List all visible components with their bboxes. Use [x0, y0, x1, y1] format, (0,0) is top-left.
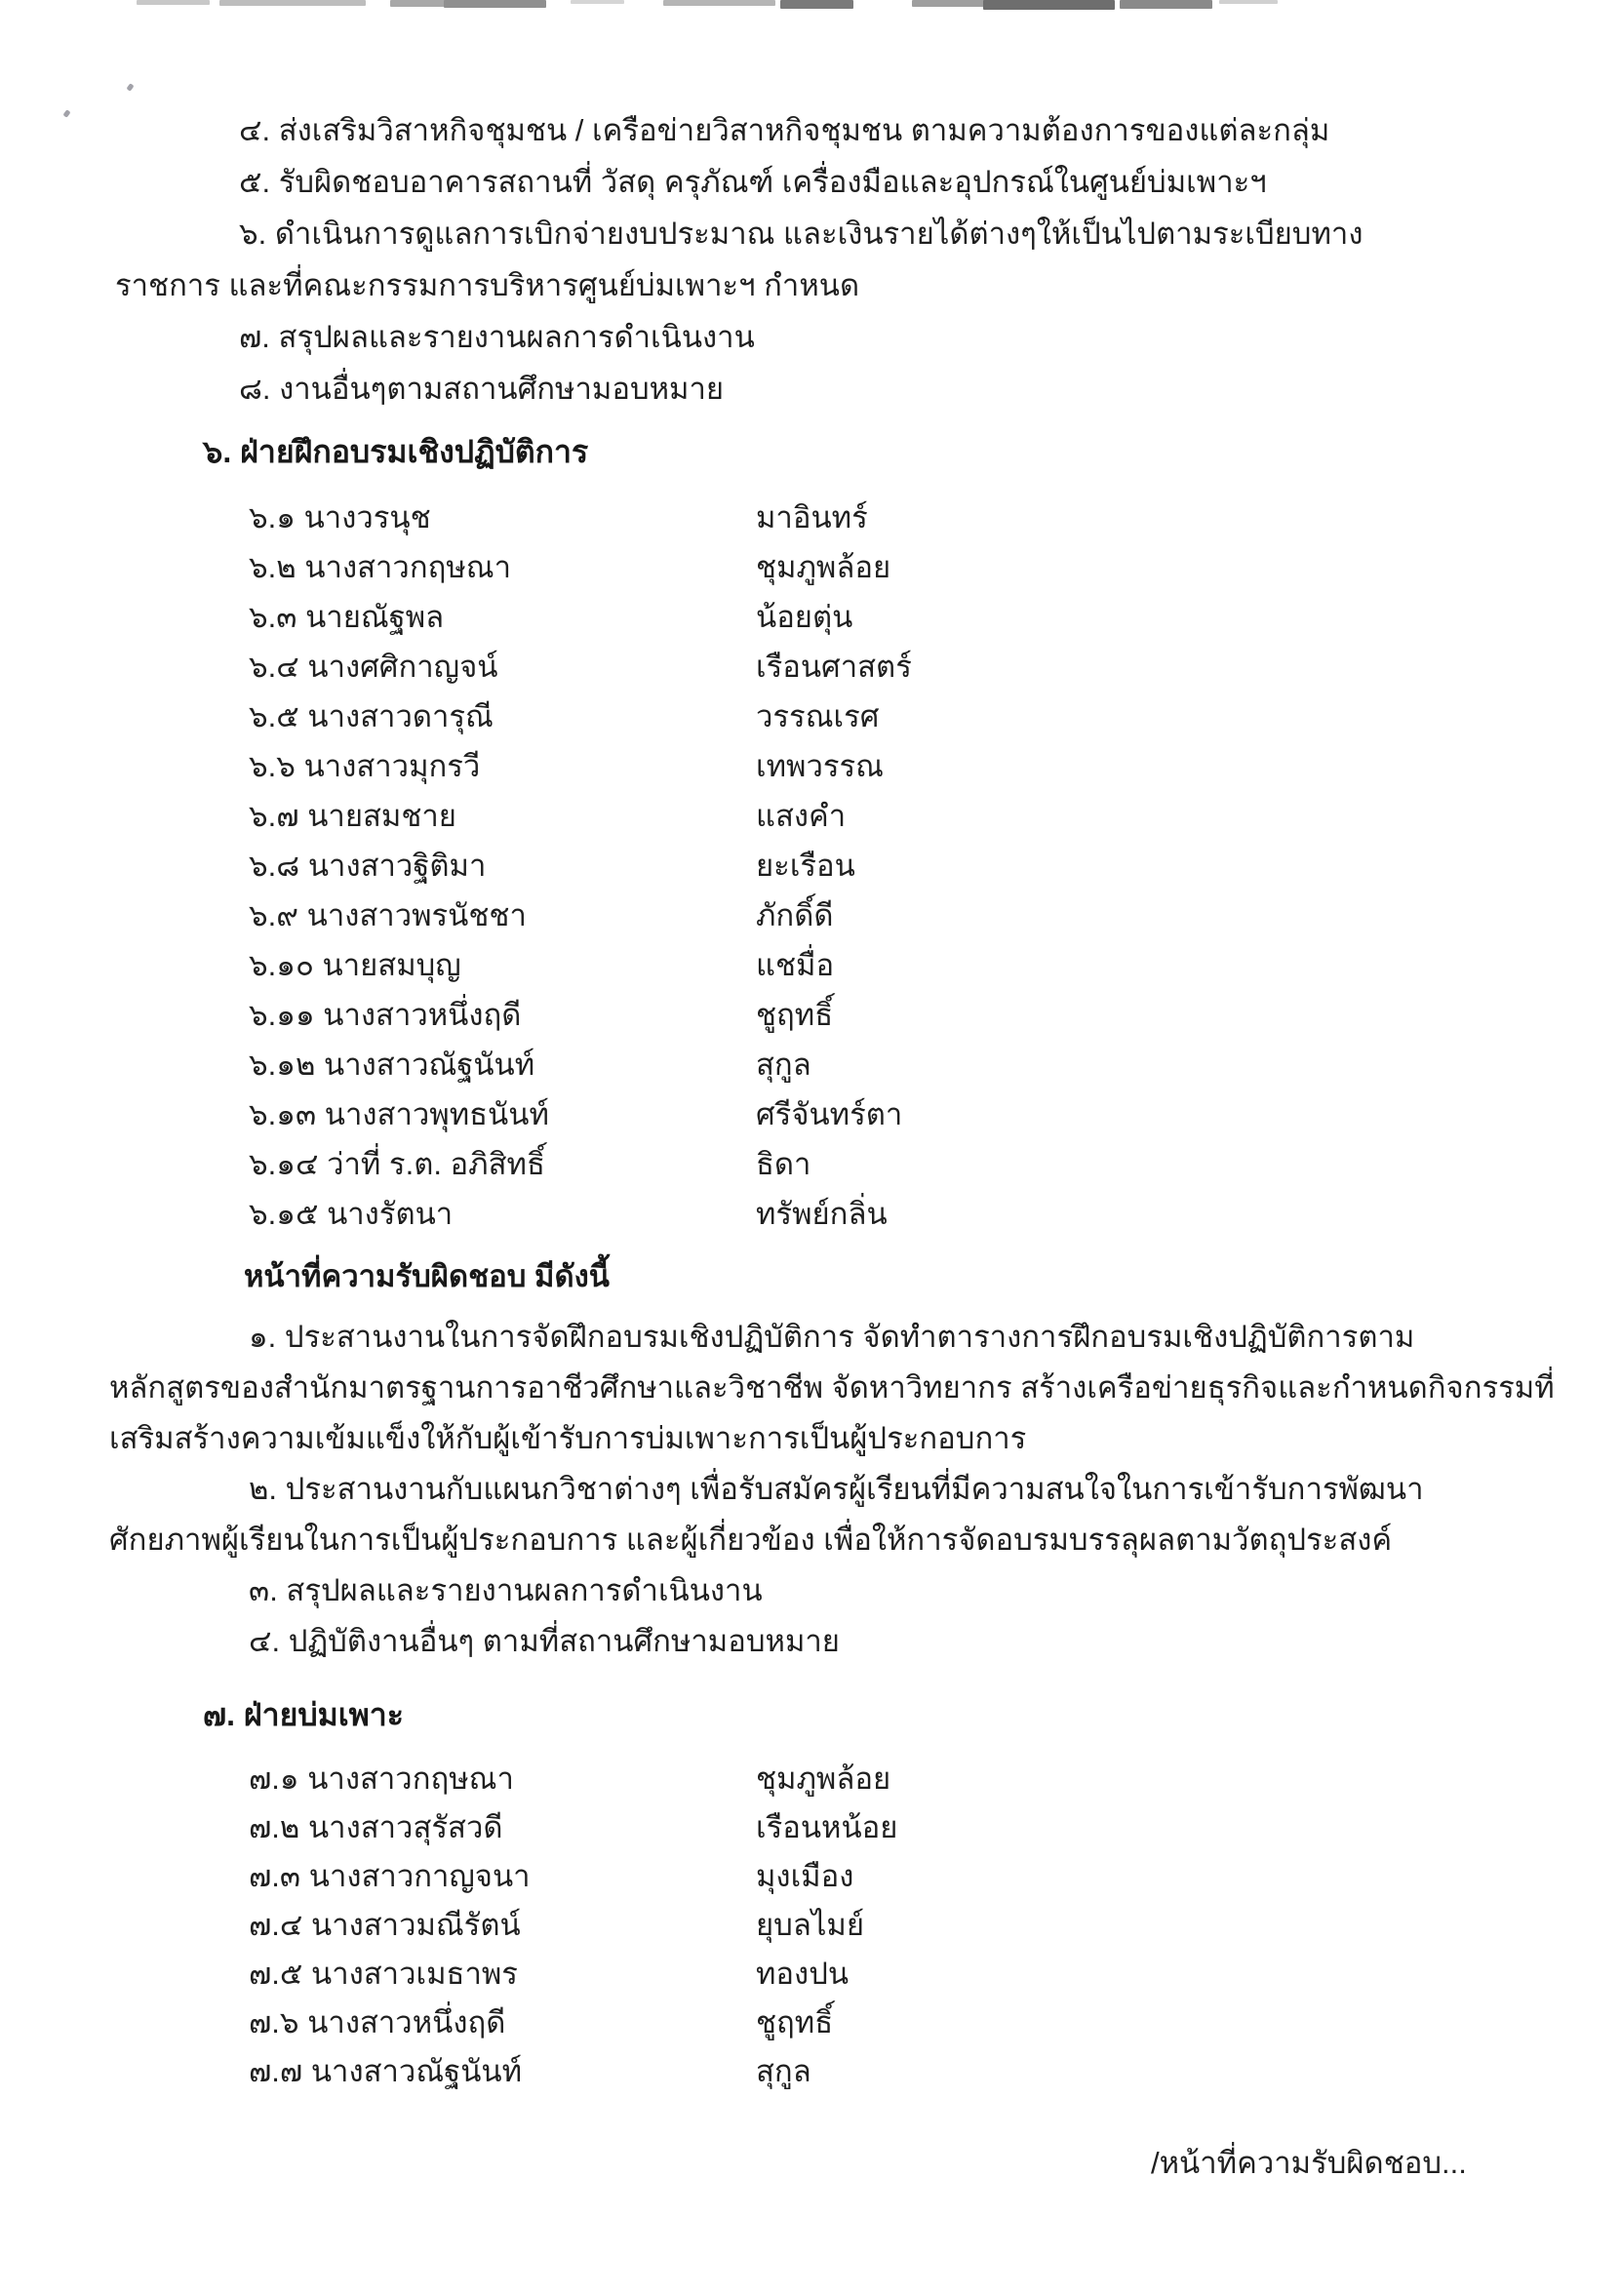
text-line — [0, 1616, 1621, 1667]
member-row — [0, 841, 1621, 891]
scan-artifact — [1219, 0, 1278, 4]
member-label — [249, 741, 480, 790]
member-row — [0, 2046, 1621, 2095]
section7-heading: ๗. ฝ่ายบ่มเพาะ — [203, 1697, 404, 1732]
member-surname: แสงคำ — [756, 799, 847, 833]
page-continuation-note: /หน้าที่ความรับผิดชอบ... — [1151, 2146, 1467, 2180]
member-name: นางสาวกาญจนา — [308, 1859, 531, 1893]
text-line — [0, 312, 1621, 364]
member-surname: ยะเรือน — [756, 849, 855, 883]
member-number: ๖.๑ — [249, 500, 296, 534]
member-label — [249, 642, 497, 691]
text-line — [0, 364, 1621, 416]
line-text: ๕. รับผิดชอบอาคารสถานที่ วัสดุ ครุภัณฑ์ เครื่องมือและอุปกรณ์ในศูนย์บ่มเพาะฯ — [239, 165, 1267, 199]
member-number: ๖.๑๐ — [249, 948, 314, 982]
member-surname: ทรัพย์กลิ่น — [756, 1197, 888, 1231]
member-number: ๗.๗ — [249, 2054, 303, 2088]
member-label — [249, 940, 461, 989]
scan-artifact — [571, 0, 624, 4]
member-row — [0, 741, 1621, 791]
member-row — [0, 592, 1621, 642]
line-text: ๘. งานอื่นๆตามสถานศึกษามอบหมาย — [239, 372, 725, 406]
line-text: ๒. ประสานงานกับแผนกวิชาต่างๆ เพื่อรับสมัครผู้เรียนที่มีความสนใจในการเข้ารับการพัฒนา — [249, 1472, 1424, 1506]
text-line — [0, 105, 1621, 157]
line-text: หลักสูตรของสำนักมาตรฐานการอาชีวศึกษาและวิชาชีพ จัดหาวิทยากร สร้างเครือข่ายธุรกิจและกำหนดกิจกรรมที่ — [109, 1370, 1555, 1405]
member-surname: ทองปน — [756, 1957, 850, 1991]
member-surname: แชมื่อ — [756, 948, 835, 982]
member-label — [249, 1089, 549, 1138]
line-text: ราชการ และที่คณะกรรมการบริหารศูนย์บ่มเพาะฯ กำหนด — [115, 268, 860, 302]
member-surname: ชูฤทธิ์ — [756, 2005, 834, 2039]
member-name: นางสาวมุกรวี — [303, 749, 481, 783]
member-name: นางสาวกฤษณา — [304, 550, 511, 584]
member-name: นายสมบุญ — [322, 948, 461, 982]
member-label — [249, 542, 511, 591]
line-text: ศักยภาพผู้เรียนในการเป็นผู้ประกอบการ และผู้เกี่ยวข้อง เพื่อให้การจัดอบรมบรรลุผลตามวัตถุประสงค์ — [109, 1523, 1393, 1557]
member-name: นางสาวสุรัสวดี — [307, 1810, 503, 1844]
member-label — [249, 1949, 518, 1998]
line-text: ๖. ดำเนินการดูแลการเบิกจ่ายงบประมาณ และเงินรายได้ต่างๆให้เป็นไปตามระเบียบทาง — [239, 217, 1364, 251]
member-row — [0, 1754, 1621, 1802]
member-surname: เรือนศาสตร์ — [756, 650, 912, 684]
text-line — [0, 260, 1621, 312]
member-name: นางสาวพุทธนันท์ — [324, 1097, 549, 1131]
member-number: ๖.๑๑ — [249, 998, 315, 1032]
member-row — [0, 1802, 1621, 1851]
line-text: ๔. ปฏิบัติงานอื่นๆ ตามที่สถานศึกษามอบหมาย — [249, 1624, 840, 1658]
member-surname: เรือนหน้อย — [756, 1810, 898, 1844]
member-surname: ชูฤทธิ์ — [756, 998, 834, 1032]
member-row — [0, 1139, 1621, 1189]
member-number: ๖.๗ — [249, 799, 299, 833]
member-surname: ศรีจันทร์ตา — [756, 1097, 903, 1131]
member-label — [249, 891, 527, 939]
member-surname: น้อยตุ่น — [756, 600, 853, 634]
member-number: ๗.๔ — [249, 1908, 303, 1942]
text-line — [0, 209, 1621, 260]
text-line — [0, 1363, 1621, 1413]
line-text: ๗. สรุปผลและรายงานผลการดำเนินงาน — [239, 320, 755, 354]
scan-artifact — [137, 0, 210, 5]
member-name: นางสาวมณีรัตน์ — [311, 1908, 521, 1942]
member-name: ว่าที่ ร.ต. อภิสิทธิ์ — [327, 1147, 545, 1181]
member-number: ๖.๑๔ — [249, 1147, 319, 1181]
member-surname: ยุบลไมย์ — [756, 1908, 865, 1942]
member-name: นางสาวหนึ่งฤดี — [307, 2005, 506, 2039]
line-text: ๑. ประสานงานในการจัดฝึกอบรมเชิงปฏิบัติการ จัดทำตารางการฝึกอบรมเชิงปฏิบัติการตาม — [249, 1320, 1415, 1354]
member-row — [0, 791, 1621, 841]
duties-list — [0, 1312, 1621, 1667]
scan-artifact — [444, 0, 546, 8]
scan-artifact — [912, 0, 985, 7]
member-row — [0, 1998, 1621, 2046]
member-row — [0, 692, 1621, 741]
line-text: ๔. ส่งเสริมวิสาหกิจชุมชน / เครือข่ายวิสาหกิจชุมชน ตามความต้องการของแต่ละกลุ่ม — [239, 113, 1330, 147]
member-name: นางสาวกฤษณา — [307, 1762, 514, 1796]
member-row — [0, 1900, 1621, 1949]
member-row — [0, 891, 1621, 940]
member-number: ๗.๖ — [249, 2005, 299, 2039]
member-name: นายณัฐพล — [305, 600, 445, 634]
member-number: ๗.๒ — [249, 1810, 300, 1844]
member-surname: มุงเมือง — [756, 1859, 854, 1893]
member-label — [249, 1040, 534, 1089]
section6-heading: ๖. ฝ่ายฝึกอบรมเชิงปฏิบัติการ — [203, 434, 589, 469]
member-label — [249, 1900, 521, 1949]
member-row — [0, 493, 1621, 542]
member-surname: วรรณเรศ — [756, 699, 880, 733]
line-text: เสริมสร้างความเข้มแข็งให้กับผู้เข้ารับการบ่มเพาะการเป็นผู้ประกอบการ — [109, 1421, 1027, 1455]
line-text: ๓. สรุปผลและรายงานผลการดำเนินงาน — [249, 1573, 763, 1607]
member-label — [249, 841, 486, 890]
member-label — [249, 990, 521, 1039]
member-label — [249, 1189, 453, 1238]
member-label — [249, 1139, 545, 1188]
member-label — [249, 692, 494, 740]
member-number: ๖.๓ — [249, 600, 297, 634]
member-name: นางศศิกาญจน์ — [307, 650, 498, 684]
member-row — [0, 1851, 1621, 1900]
member-number: ๖.๒ — [249, 550, 297, 584]
member-surname: สุกูล — [756, 1048, 811, 1082]
member-label — [249, 2046, 522, 2095]
member-name: นายสมชาย — [307, 799, 456, 833]
member-number: ๗.๕ — [249, 1957, 303, 1991]
member-label — [249, 791, 456, 840]
member-number: ๖.๔ — [249, 650, 299, 684]
member-name: นางสาวหนึ่งฤดี — [323, 998, 522, 1032]
member-name: นางสาวฐิติมา — [307, 849, 487, 883]
text-line — [0, 157, 1621, 209]
member-row — [0, 940, 1621, 990]
member-number: ๖.๖ — [249, 749, 296, 783]
member-label — [249, 1851, 531, 1900]
member-row — [0, 990, 1621, 1040]
member-number: ๖.๑๓ — [249, 1097, 317, 1131]
scan-artifact — [219, 0, 366, 6]
member-row — [0, 1089, 1621, 1139]
member-row — [0, 542, 1621, 592]
member-number: ๗.๑ — [249, 1762, 299, 1796]
section6-member-list — [0, 493, 1621, 1239]
member-name: นางสาวเมธาพร — [311, 1957, 518, 1991]
member-name: นางวรนุช — [303, 500, 431, 534]
member-number: ๖.๙ — [249, 898, 298, 932]
member-name: นางสาวณัฐนันท์ — [310, 2054, 523, 2088]
member-row — [0, 1949, 1621, 1998]
member-name: นางสาวณัฐนันท์ — [324, 1048, 535, 1082]
member-number: ๖.๑๒ — [249, 1048, 316, 1082]
member-number: ๖.๕ — [249, 699, 299, 733]
member-number: ๗.๓ — [249, 1859, 301, 1893]
text-line — [0, 1565, 1621, 1616]
member-row — [0, 1040, 1621, 1089]
intro-list — [0, 105, 1621, 416]
member-surname: มาอินทร์ — [756, 500, 868, 534]
member-row — [0, 1189, 1621, 1239]
member-surname: ภักดิ์ดี — [756, 898, 834, 932]
member-surname: ชุมภูพล้อย — [756, 1762, 891, 1796]
member-surname: สุกูล — [756, 2054, 811, 2088]
scan-artifact — [983, 0, 1115, 10]
member-label — [249, 1754, 514, 1802]
member-surname: เทพวรรณ — [756, 749, 884, 783]
text-line — [0, 1515, 1621, 1565]
text-line — [0, 1464, 1621, 1515]
scan-speck — [126, 83, 134, 92]
member-label — [249, 1802, 503, 1851]
text-line — [0, 1312, 1621, 1363]
member-label — [249, 592, 444, 641]
member-number: ๖.๘ — [249, 849, 300, 883]
member-row — [0, 642, 1621, 692]
member-name: นางสาวดารุณี — [307, 699, 494, 733]
member-label — [249, 1998, 505, 2046]
scan-artifact — [663, 0, 775, 6]
member-name: นางสาวพรนัชชา — [306, 898, 527, 932]
text-line — [0, 1413, 1621, 1464]
scan-artifact — [780, 0, 853, 9]
member-label — [249, 493, 431, 541]
member-number: ๖.๑๕ — [249, 1197, 319, 1231]
scan-artifact — [1120, 0, 1212, 9]
section7-member-list — [0, 1754, 1621, 2095]
duties-heading: หน้าที่ความรับผิดชอบ มีดังนี้ — [244, 1259, 610, 1293]
member-surname: ชุมภูพล้อย — [756, 550, 891, 584]
member-name: นางรัตนา — [327, 1197, 454, 1231]
member-surname: ธิดา — [756, 1147, 811, 1181]
